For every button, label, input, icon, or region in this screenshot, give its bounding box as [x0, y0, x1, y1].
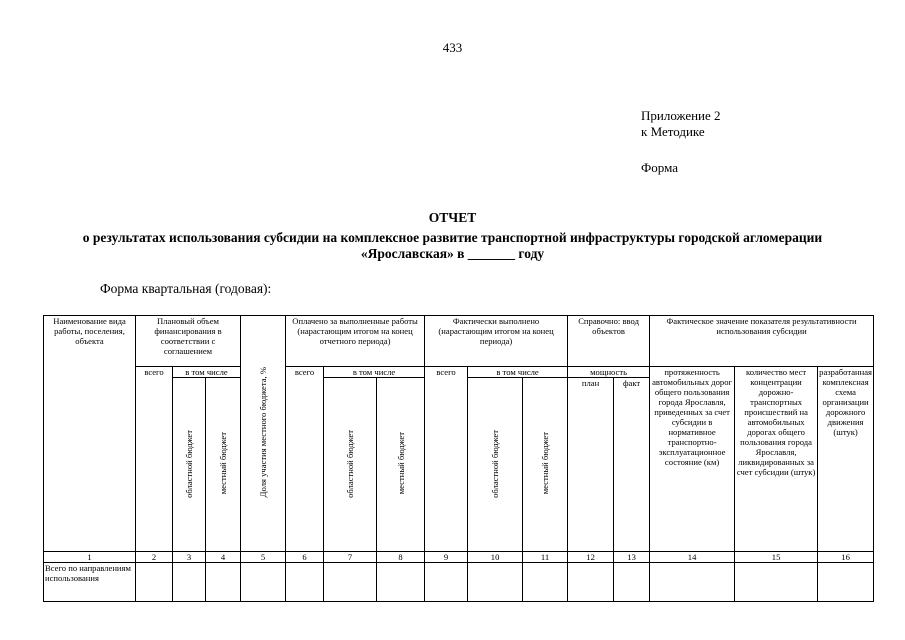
col-num: 9	[425, 552, 468, 563]
plan-regional-text: областной бюджет	[184, 429, 194, 498]
plan-total: всего	[136, 367, 173, 552]
col16-header: разработанная комплексная схема организации дорожного движения (штук)	[818, 367, 874, 552]
col-num: 13	[614, 552, 650, 563]
header-share-text: Доля участия местного бюджета, %	[258, 367, 269, 498]
done-local-text: местный бюджет	[540, 432, 551, 495]
table-cell	[286, 563, 324, 602]
report-subtitle: о результатах использования субсидии на комплексное развитие транспортной инфраструктуры городской агломерации «Ярославская» в _______ году	[82, 230, 823, 261]
col-num: 5	[241, 552, 286, 563]
report-table	[43, 315, 874, 602]
table-cell	[818, 563, 874, 602]
plan-incl: в том числе	[173, 367, 241, 378]
capacity-plan: план	[568, 378, 614, 552]
col-num: 7	[324, 552, 377, 563]
paid-regional	[324, 378, 377, 552]
table-cell	[650, 563, 735, 602]
table-cell	[523, 563, 568, 602]
page-number: 433	[442, 40, 463, 55]
column-numbers-row	[44, 552, 874, 563]
paid-total: всего	[286, 367, 324, 552]
plan-local-text: местный бюджет	[218, 432, 229, 495]
paid-incl: в том числе	[324, 367, 425, 378]
header-share	[241, 316, 286, 552]
table-cell	[614, 563, 650, 602]
paid-local-text: местный бюджет	[395, 432, 406, 495]
table-cell	[173, 563, 206, 602]
done-regional-text: областной бюджет	[490, 429, 501, 498]
col-num: 15	[735, 552, 818, 563]
plan-regional	[173, 378, 206, 552]
paid-regional-text: областной бюджет	[345, 429, 356, 498]
col-num: 3	[173, 552, 206, 563]
col-num: 2	[136, 552, 173, 563]
header-reference: Справочно: ввод объектов	[568, 316, 650, 367]
col15-header: количество мест концентрации дорожно-транспортных происшествий на автомобильных дорогах общего пользования города Ярославля, ликвидированных за счет субсидии (штук)	[735, 367, 818, 552]
header-paid: Оплачено за выполненные работы (нарастающим итогом на конец отчетного периода)	[286, 316, 425, 367]
header-name: Наименование вида работы, поселения, объекта	[44, 316, 136, 552]
col-num: 4	[206, 552, 241, 563]
total-row-label: Всего по направлениям использования	[44, 563, 136, 602]
paid-local	[377, 378, 425, 552]
table-cell	[735, 563, 818, 602]
table-cell	[425, 563, 468, 602]
col-num: 8	[377, 552, 425, 563]
table-cell	[468, 563, 523, 602]
table-cell	[241, 563, 286, 602]
col14-header: протяженность автомобильных дорог общего пользования города Ярославля, приведенных за счет субсидии в нормативное транспортно-эксплуатационное состояние (км)	[650, 367, 735, 552]
form-type: Форма квартальная (годовая):	[100, 281, 272, 296]
col-num: 1	[44, 552, 136, 563]
table-cell	[206, 563, 241, 602]
capacity-fact: факт	[614, 378, 650, 552]
table-cell	[324, 563, 377, 602]
col-num: 16	[818, 552, 874, 563]
col-num: 14	[650, 552, 735, 563]
table-cell	[136, 563, 173, 602]
header-done: Фактически выполнено (нарастающим итогом на конец периода)	[425, 316, 568, 367]
table-cell	[377, 563, 425, 602]
appendix-note	[641, 108, 721, 140]
total-row	[44, 563, 874, 602]
table-cell	[568, 563, 614, 602]
done-local	[523, 378, 568, 552]
col-num: 10	[468, 552, 523, 563]
col-num: 11	[523, 552, 568, 563]
done-incl: в том числе	[468, 367, 568, 378]
report-title: ОТЧЕТ	[428, 210, 477, 225]
appendix-line-1: Приложение 2	[641, 108, 721, 123]
appendix-line-2: к Методике	[641, 124, 705, 139]
header-fact-indicator: Фактическое значение показателя результативности использования субсидии	[650, 316, 874, 367]
col-num: 12	[568, 552, 614, 563]
header-plan: Плановый объем финансирования в соответствии с соглашением	[136, 316, 241, 367]
done-regional	[468, 378, 523, 552]
plan-local	[206, 378, 241, 552]
form-label: Форма	[641, 160, 678, 175]
col-num: 6	[286, 552, 324, 563]
done-total: всего	[425, 367, 468, 552]
capacity: мощность	[568, 367, 650, 378]
